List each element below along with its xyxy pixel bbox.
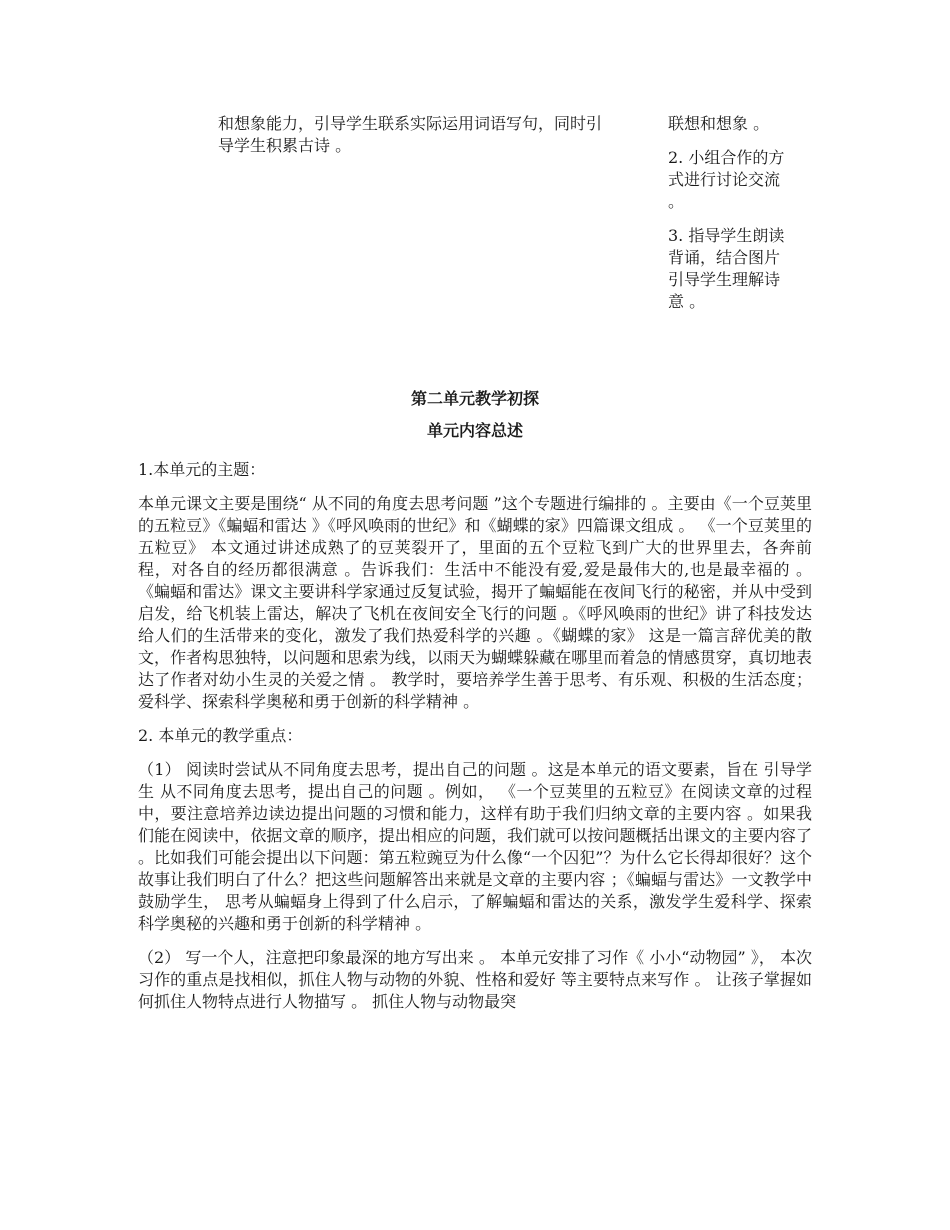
- section-headings: [138, 388, 812, 442]
- table-cell-left-text: 和想象能力，引导学生联系实际运用词语写句，同时引导学生积累古诗 。: [218, 114, 603, 155]
- paragraph-focus-label: 2. 本单元的教学重点：: [138, 726, 303, 745]
- section-title: 第二单元教学初探: [410, 389, 539, 408]
- table-cell-right-list: [668, 113, 786, 325]
- paragraph-theme-label: 1.本单元的主题：: [138, 460, 266, 479]
- right-list-item: 2. 小组合作的方式进行讨论交流 。: [668, 148, 785, 211]
- paragraph-focus-1: （1） 阅读时尝试从不同角度去思考，提出自己的问题 。这是本单元的语文要素，旨在 引导学生 从不同角度去思考，提出自己的问题 。例如， 《一个豆荚里的五粒豆》在阅读文章的过程中，要注意培养边读边提出问题的习惯和能力，这样有助于我们归纳文章的主要内容 。如果我们能在阅读中，依据文章的顺序，提出相应的问题，我们就可以按问题概括出课文的主要内容了 。比如我们可能会提出以下问题：第五粒豌豆为什么像“一个囚犯”？为什么它长得却很好？这个故事让我们明白了什么？把这些问题解答出来就是文章的主要内容 ；《蝙蝠与雷达》一文教学中鼓励学生， 思考从蝙蝠身上得到了什么启示，了解蝙蝠和雷达的关系，激发学生爱科学、探索科学奥秘的兴趣和勇于创新的科学精神 。: [138, 760, 812, 933]
- section-subtitle: 单元内容总述: [426, 421, 523, 440]
- paragraph-theme: 本单元课文主要是围绕“ 从不同的角度去思考问题 ”这个专题进行编排的 。主要由《一个豆荚里的五粒豆》《蝙蝠和雷达 》《呼风唤雨的世纪》和《蝴蝶的家》四篇课文组成 。 《一个豆荚里的五粒豆》 本文通过讲述成熟了的豆荚裂开了，里面的五个豆粒飞到广大的世界里去，各奔前程，对各自的经历都很满意 。告诉我们：生活中不能没有爱,爱是最伟大的,也是最幸福的 。 《蝙蝠和雷达》课文主要讲科学家通过反复试验，揭开了蝙蝠能在夜间飞行的秘密，并从中受到启发，给飞机装上雷达，解决了飞机在夜间安全飞行的问题 。《呼风唤雨的世纪》讲了科技发达给人们的生活带来的变化，激发了我们热爱科学的兴趣 。《蝴蝶的家》 这是一篇言辞优美的散文，作者构思独特，以问题和思索为线，以雨天为蝴蝶躲藏在哪里而着急的情感贯穿，真切地表达了作者对幼小生灵的关爱之情 。 教学时，要培养学生善于思考、有乐观、积极的生活态度；爱科学、探索科学奥秘和勇于创新的科学精神 。: [138, 494, 812, 711]
- body-content: [138, 459, 812, 1025]
- right-list-item: 联想和想象 。: [668, 114, 770, 133]
- paragraph-focus-2: （2） 写一个人，注意把印象最深的地方写出来 。 本单元安排了习作《 小小“动物园” 》， 本次习作的重点是找相似，抓住人物与动物的外貌、性格和爱好 等主要特点来写作 。 让孩子掌握如何抓住人物特点进行人物描写 。 抓住人物与动物最突: [138, 948, 812, 1011]
- right-list-item: 3. 指导学生朗读背诵，结合图片引导学生理解诗意 。: [668, 226, 785, 311]
